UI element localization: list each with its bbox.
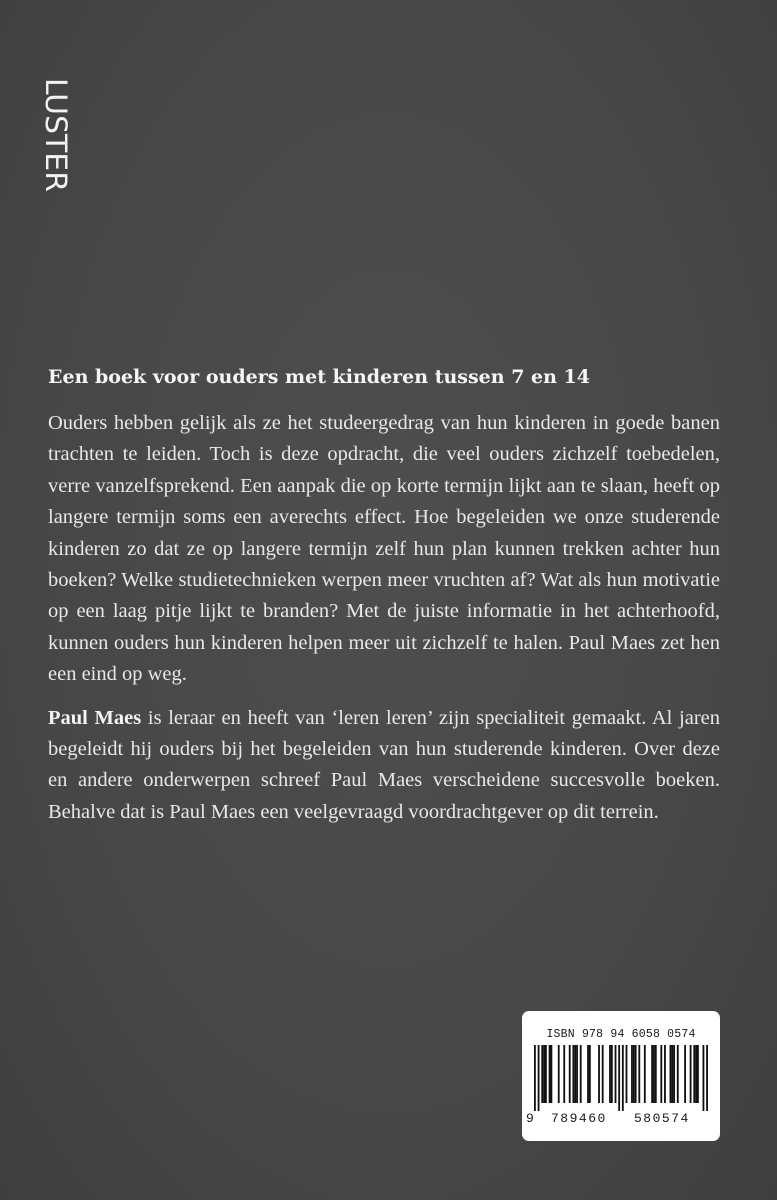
barcode-lead-digit: 9 — [526, 1111, 534, 1126]
isbn-barcode-label — [522, 1011, 720, 1141]
barcode-bar — [677, 1045, 679, 1103]
barcode-bar — [670, 1045, 672, 1103]
barcode-bar — [580, 1045, 582, 1103]
barcode-bar — [541, 1045, 543, 1103]
barcode-bar — [543, 1045, 545, 1103]
barcode-bar — [609, 1045, 611, 1103]
author-bio — [48, 703, 720, 829]
book-blurb: Ouders hebben gelijk als ze het studeergedrag van hun kinderen in goede banen trachten te leiden. Toch is deze opdracht, die veel ouders zichzelf toebedelen, verre vanzelfsprekend. Een aanpak die op korte termijn lijkt aan te slaan, heeft op langere termijn soms een averechts effect. Hoe begeleiden we onze studerende kinderen zo dat ze op langere termijn zelf hun plan kunnen trekken achter hun boeken? Welke studietechnieken werpen meer vruchten af? Wat als hun motivatie op een laag pitje lijkt te branden? Met de juiste informatie in het achterhoofd, kunnen ouders hun kinderen helpen meer uit zichzelf te halen. Paul Maes zet hen een eind op weg. — [48, 412, 720, 686]
barcode-guard-bar — [618, 1045, 620, 1111]
barcode-bar — [589, 1045, 591, 1103]
barcode-bar — [671, 1045, 673, 1103]
barcode-guard-bar — [622, 1045, 624, 1111]
barcode-bar — [684, 1045, 686, 1103]
barcode-right-digits: 580574 — [634, 1111, 690, 1126]
barcode-bar — [644, 1045, 646, 1103]
barcode-guard-bar — [703, 1045, 705, 1111]
barcode-bar — [664, 1045, 666, 1103]
barcode-bar — [631, 1045, 633, 1103]
barcode-bar — [574, 1045, 576, 1103]
barcode-left-digits: 789460 — [551, 1111, 607, 1126]
barcode-bar — [569, 1045, 571, 1103]
barcode-bar — [690, 1045, 692, 1103]
barcode-bar — [563, 1045, 565, 1103]
barcode-bar — [572, 1045, 574, 1103]
author-name: Paul Maes — [48, 706, 142, 729]
barcode-bar — [693, 1045, 695, 1103]
barcode-bar — [611, 1045, 613, 1103]
barcode-bar — [587, 1045, 589, 1103]
barcode-bar — [651, 1045, 653, 1103]
barcode-bar — [695, 1045, 697, 1103]
barcode-bar — [633, 1045, 635, 1103]
barcode-bar — [550, 1045, 552, 1103]
publisher-logo — [36, 78, 76, 194]
isbn-number: ISBN 978 94 6058 0574 — [546, 1028, 696, 1041]
author-bio-text: is leraar en heeft van ‘leren leren’ zijn specialiteit gemaakt. Al jaren begeleidt hij ouders bij het begeleiden van hun studerende kinderen. Over deze en andere onderwerpen schreef Paul Maes verscheidene succesvolle boeken. Behalve dat is Paul Maes een veelgevraagd voordrachtgever op dit terrein. — [48, 706, 720, 823]
barcode-bar — [558, 1045, 560, 1103]
publisher-logo-text: LUSTER — [39, 78, 73, 189]
barcode-bar — [598, 1045, 600, 1103]
barcode-bar — [626, 1045, 628, 1103]
barcode-bar — [635, 1045, 637, 1103]
barcode-bar — [697, 1045, 699, 1103]
cover-heading: Een boek voor ouders met kinderen tussen 7 en 14 — [48, 366, 590, 388]
barcode-bar — [673, 1045, 675, 1103]
barcode-bars — [534, 1045, 708, 1111]
barcode-bar — [602, 1045, 604, 1103]
barcode-bar — [660, 1045, 662, 1103]
barcode-bar — [638, 1045, 640, 1103]
back-cover-text — [48, 360, 720, 828]
barcode-guard-bar — [538, 1045, 540, 1111]
barcode-bar — [549, 1045, 551, 1103]
barcode-bar — [576, 1045, 578, 1103]
barcode-guard-bar — [706, 1045, 708, 1111]
barcode-bar — [615, 1045, 617, 1103]
barcode-bar — [653, 1045, 655, 1103]
barcode-bar — [545, 1045, 547, 1103]
barcode-guard-bar — [534, 1045, 536, 1111]
barcode-bar — [655, 1045, 657, 1103]
